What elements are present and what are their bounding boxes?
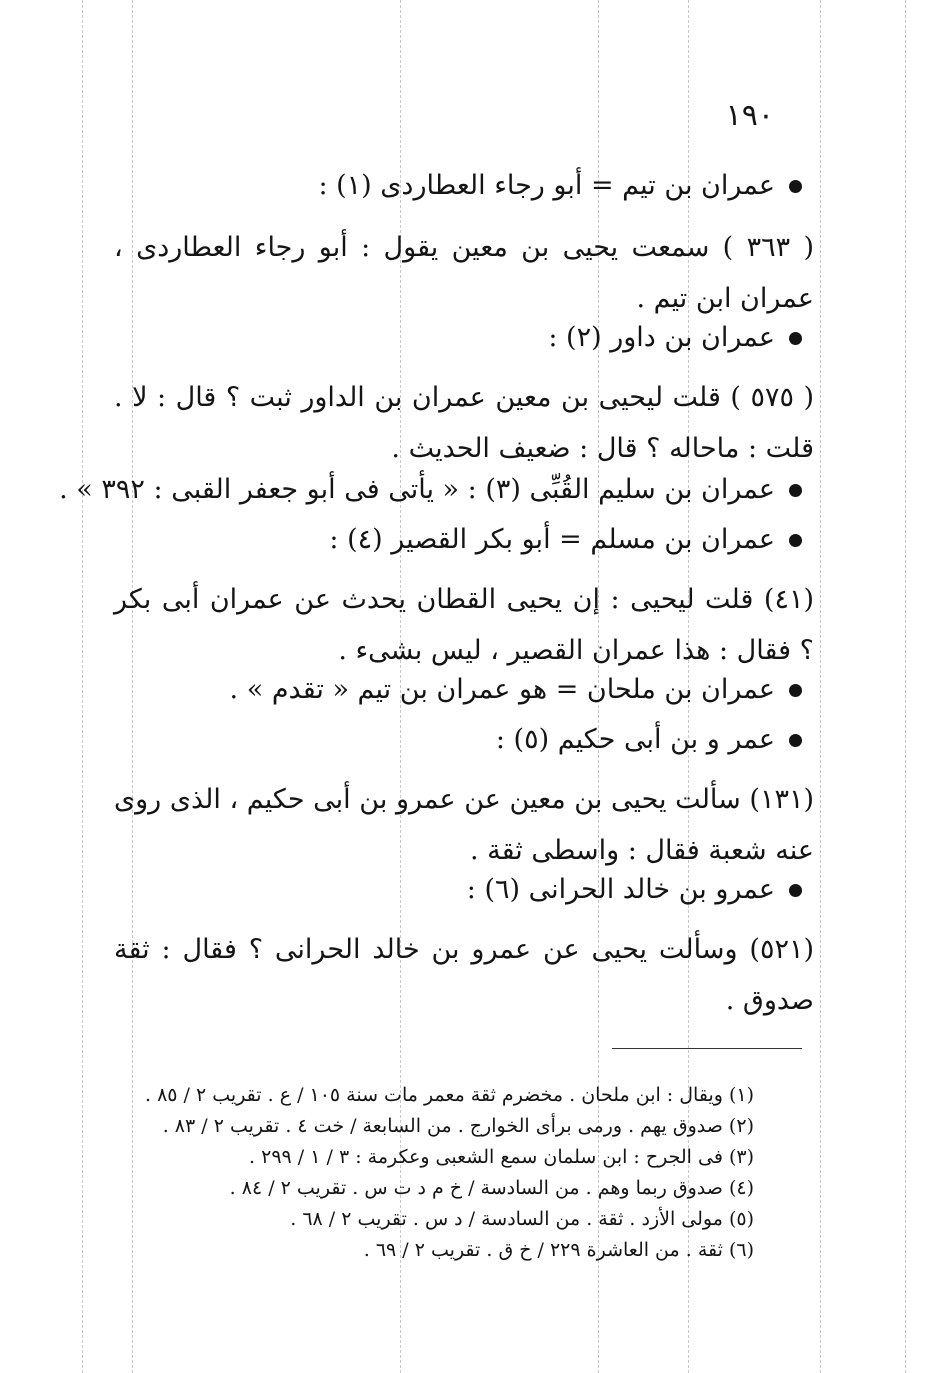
scan-guide-line [820, 0, 821, 1373]
entry-heading-text: عمران بن سليم القُبِّى (٣) : « يأتى فى أبو جعفر القبى : ٣٩٢ » . [59, 474, 775, 505]
scan-guide-line [905, 0, 906, 1373]
entry-heading-text: عمران بن مسلم = أبو بكر القصير (٤) : [329, 524, 775, 555]
page-number: ١٩٠ [725, 98, 774, 133]
entry-heading [318, 170, 802, 201]
entry-heading-text: عمر و بن أبى حكيم (٥) : [495, 724, 775, 755]
entry-heading-text: عمران بن تيم = أبو رجاء العطاردى (١) : [318, 170, 775, 201]
entry-heading [548, 322, 802, 353]
bullet-icon [789, 684, 802, 697]
entry-heading [496, 724, 802, 755]
bullet-icon [789, 484, 802, 497]
entry-heading [59, 474, 802, 505]
bullet-icon [789, 534, 802, 547]
paragraph: ( ٥٧٥ ) قلت ليحيى بن معين عمران بن الداور ثبت ؟ قال : لا . قلت : ماحاله ؟ قال : ضعيف الحديث . [114, 382, 814, 464]
footnote-separator [612, 1048, 802, 1049]
footnote: (٢) صدوق يهم . ورمى برأى الخوارج . من السابعة / خت ٤ . تقريب ٢ / ٨٣ . [162, 1115, 754, 1137]
entry-heading-text: عمران بن ملحان = هو عمران بن تيم « تقدم » . [229, 674, 775, 705]
footnote: (٦) ثقة . من العاشرة ٢٢٩ / خ ق . تقريب ٢ / ٦٩ . [363, 1239, 754, 1261]
bullet-icon [789, 884, 802, 897]
bullet-icon [789, 332, 802, 345]
footnotes [114, 1080, 754, 1266]
paragraph: (١٣١) سألت يحيى بن معين عن عمرو بن أبى حكيم ، الذى روى عنه شعبة فقال : واسطى ثقة . [114, 784, 814, 866]
bullet-icon [789, 734, 802, 747]
footnote: (٣) فى الجرح : ابن سلمان سمع الشعبى وعكرمة : ٣ / ١ / ٢٩٩ . [249, 1146, 754, 1168]
entry-heading-text: عمرو بن خالد الحرانى (٦) : [466, 874, 775, 905]
bullet-icon [789, 180, 802, 193]
entry-heading [230, 674, 802, 705]
entry-heading [329, 524, 802, 555]
scan-guide-line [82, 0, 83, 1373]
paragraph: (٥٢١) وسألت يحيى عن عمرو بن خالد الحرانى ؟ فقال : ثقة صدوق . [114, 934, 814, 1016]
entry-heading [467, 874, 802, 905]
paragraph: (٤١) قلت ليحيى : إن يحيى القطان يحدث عن عمران أبى بكر ؟ فقال : هذا عمران القصير ، ليس بشىء . [114, 584, 814, 666]
footnote: (٥) مولى الأزد . ثقة . من السادسة / د س . تقريب ٢ / ٦٨ . [290, 1208, 754, 1230]
footnote: (٤) صدوق ربما وهم . من السادسة / خ م د ت س . تقريب ٢ / ٨٤ . [229, 1177, 754, 1199]
paragraph: ( ٣٦٣ ) سمعت يحيى بن معين يقول : أبو رجاء العطاردى ، عمران ابن تيم . [114, 232, 814, 314]
footnote: (١) ويقال : ابن ملحان . مخضرم ثقة معمر مات سنة ١٠٥ / ع . تقريب ٢ / ٨٥ . [144, 1084, 754, 1106]
entry-heading-text: عمران بن داور (٢) : [548, 322, 775, 353]
